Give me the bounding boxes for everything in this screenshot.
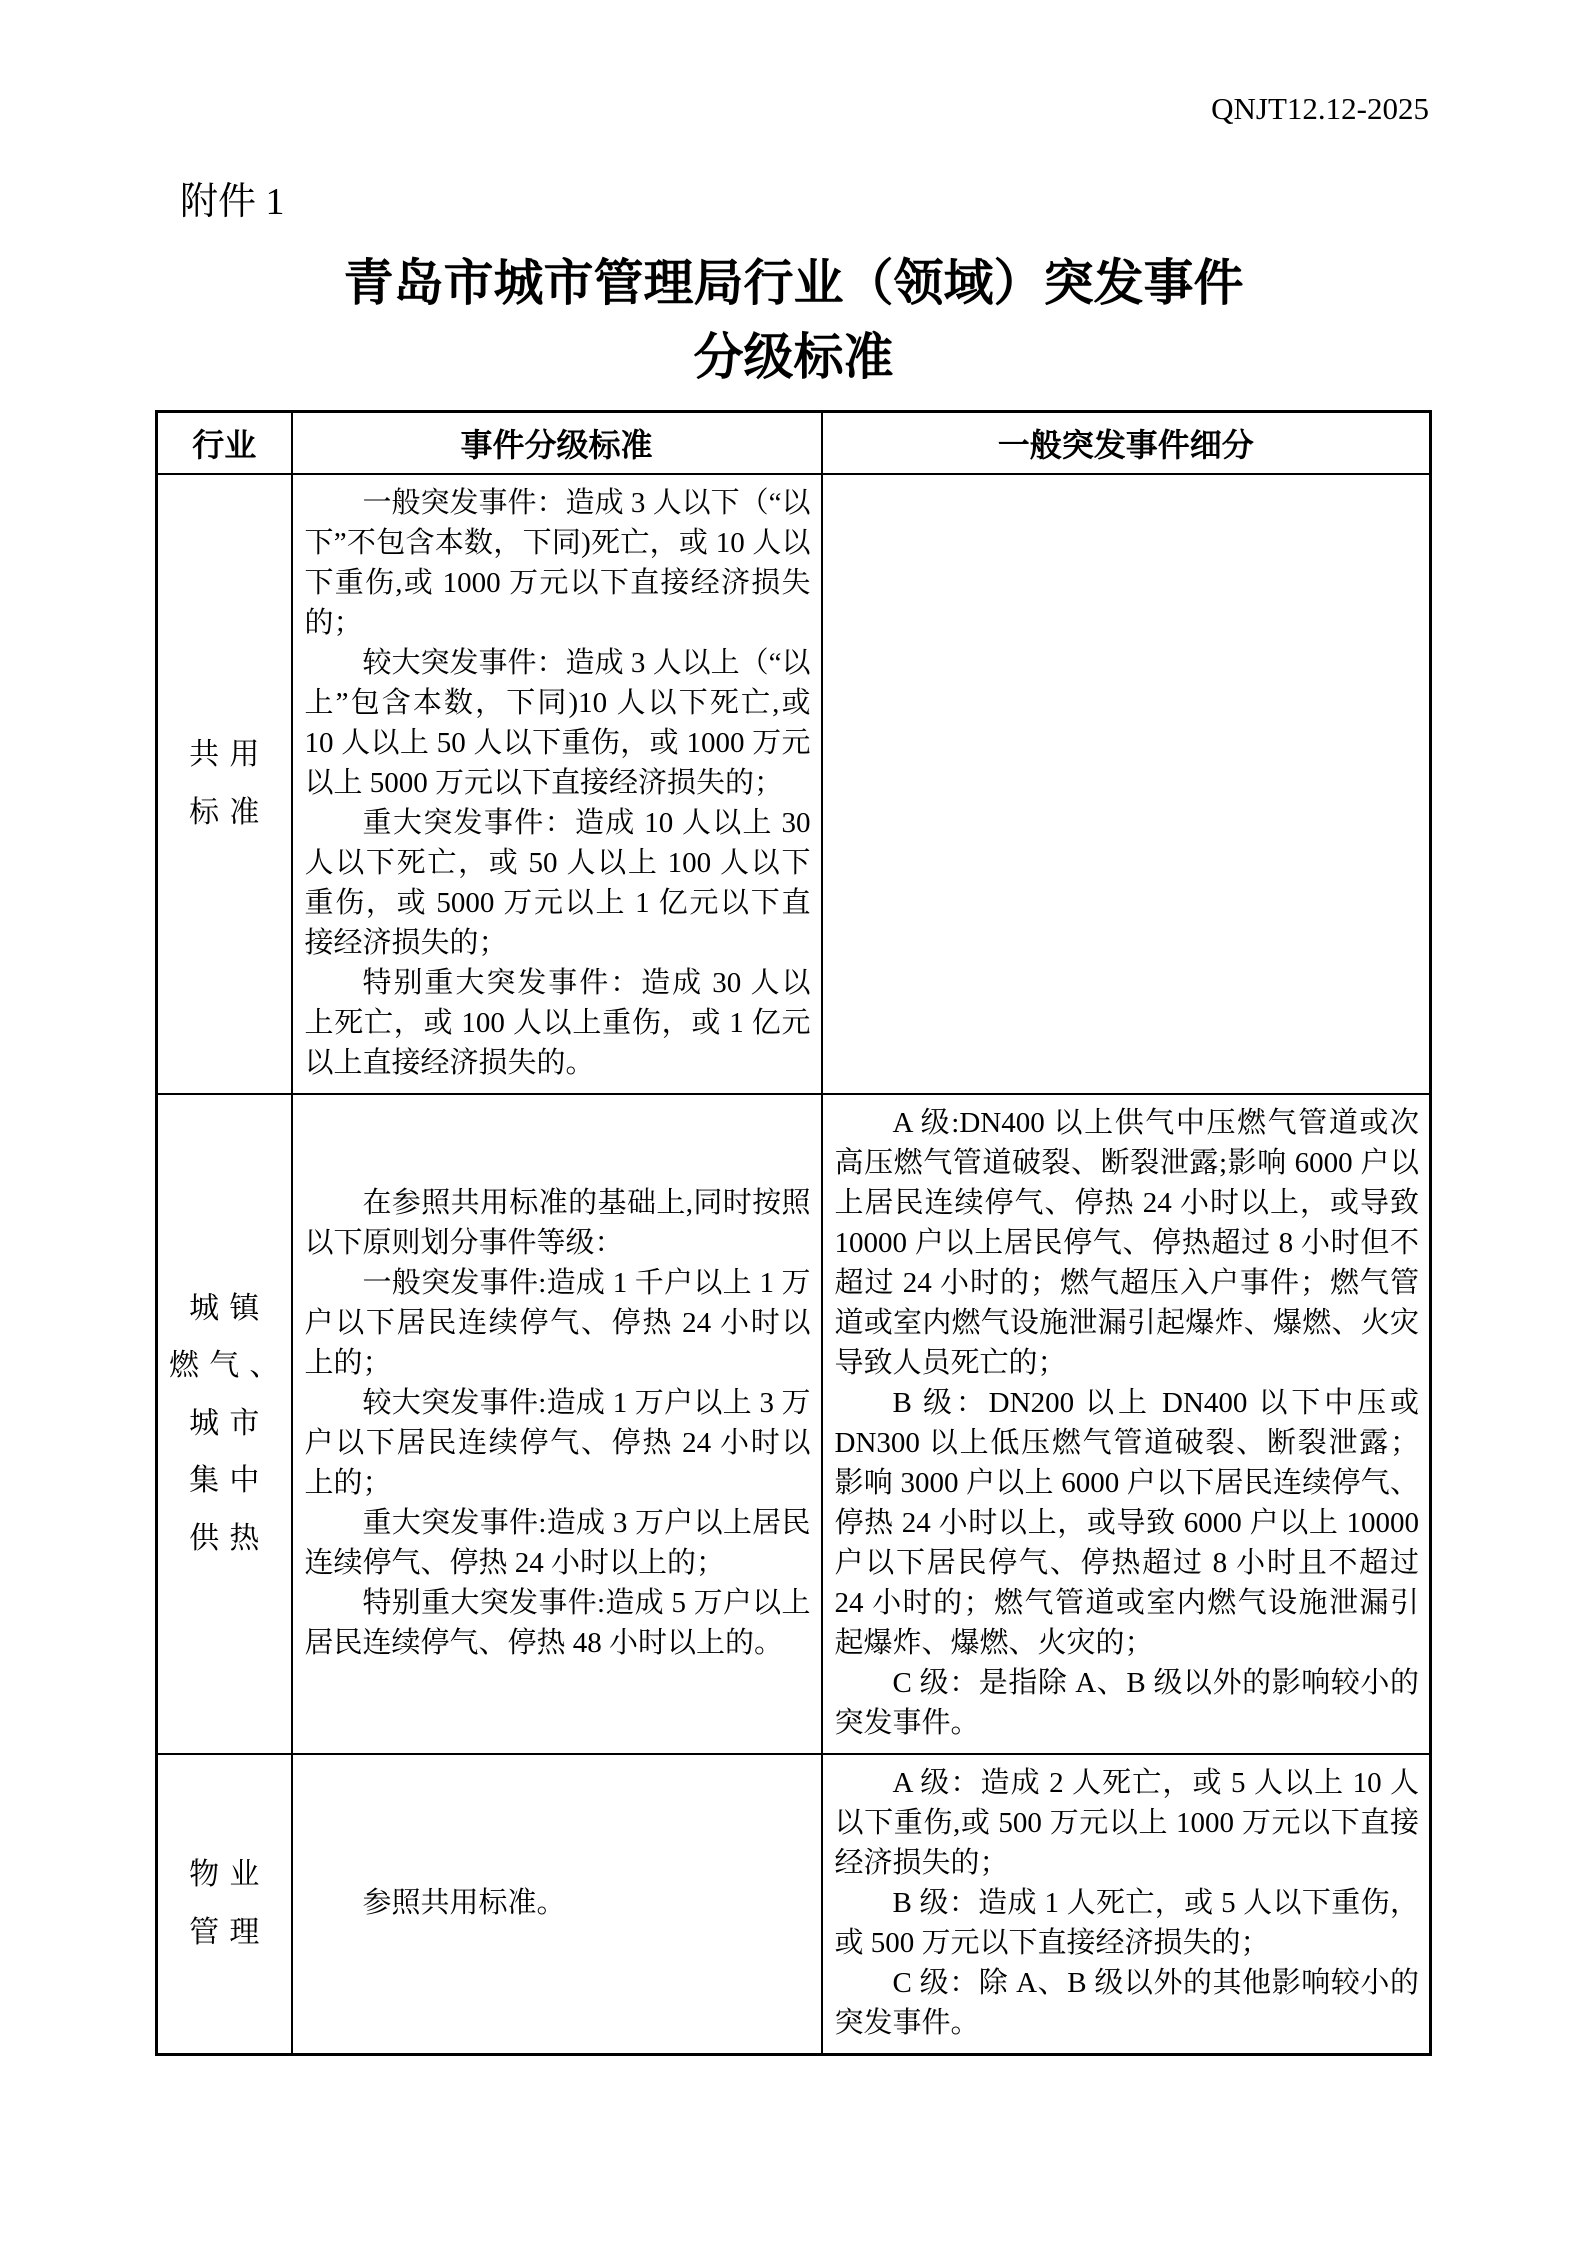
page-title-line2: 分级标准 [693, 328, 894, 385]
subdivision-cell-gas-heating [822, 1094, 1431, 1754]
standards-paragraph: 一般突发事件:造成 1 千户以上 1 万户以下居民连续停气、停热 24 小时以上的； [304, 1266, 811, 1379]
standards-paragraph: 特别重大突发事件:造成 5 万户以上居民连续停气、停热 48 小时以上的。 [304, 1586, 811, 1659]
industry-cell-gas-heating [157, 1094, 292, 1754]
standards-cell-property-management [292, 1754, 822, 2055]
standards-paragraph: 较大突发事件：造成 3 人以上（“以上”包含本数，下同)10 人以下死亡,或 10 人以上 50 人以下重伤，或 1000 万元以上 5000 万元以下直接经济损失的； [304, 646, 811, 799]
standards-paragraph: 较大突发事件:造成 1 万户以上 3 万户以下居民连续停气、停热 24 小时以上的； [304, 1386, 811, 1499]
table-row-common-standard [157, 474, 1431, 1094]
header-row [157, 411, 1431, 474]
industry-line: 共用 [189, 738, 270, 772]
attachment-label: 附件 1 [180, 181, 285, 224]
subdivision-paragraph: A 级:DN400 以上供气中压燃气管道或次高压燃气管道破裂、断裂泄露;影响 6000 户以上居民连续停气、停热 24 小时以上，或导致 10000 户以上居民停气、停热超过 8 小时但不超过 24 小时的；燃气超压入户事件；燃气管道或室内燃气设施泄漏引起爆炸、爆燃、火灾导致人员死亡的； [834, 1106, 1419, 1379]
standards-cell-common-standard [292, 474, 822, 1094]
subdivision-paragraph: C 级：除 A、B 级以外的其他影响较小的突发事件。 [834, 1966, 1419, 2039]
standards-paragraph: 一般突发事件：造成 3 人以下（“以下”不包含本数，下同)死亡，或 10 人以下重伤,或 1000 万元以下直接经济损失的； [304, 486, 811, 639]
industry-line: 物业 [189, 1858, 270, 1892]
industry-line: 燃气、 [169, 1349, 290, 1383]
standards-paragraph: 参照共用标准。 [362, 1886, 566, 1919]
subdivision-cell-common-standard [822, 474, 1431, 1094]
standards-paragraph: 重大突发事件:造成 3 万户以上居民连续停气、停热 24 小时以上的； [304, 1506, 811, 1579]
header-industry: 行业 [157, 411, 292, 474]
standards-paragraph: 在参照共用标准的基础上,同时按照以下原则划分事件等级： [304, 1186, 811, 1259]
industry-line: 集中 [189, 1464, 270, 1498]
industry-line: 标准 [189, 795, 270, 829]
subdivision-paragraph: A 级：造成 2 人死亡，或 5 人以上 10 人以下重伤,或 500 万元以上 1000 万元以下直接经济损失的； [834, 1766, 1419, 1879]
document-number: QNJT12.12-2025 [1211, 91, 1429, 126]
standards-paragraph: 特别重大突发事件：造成 30 人以上死亡，或 100 人以上重伤，或 1 亿元以上直接经济损失的。 [304, 966, 811, 1079]
page-title [0, 246, 1587, 394]
subdivision-paragraph: B 级：DN200 以上 DN400 以下中压或 DN300 以上低压燃气管道破裂、断裂泄露；影响 3000 户以上 6000 户以下居民连续停气、停热 24 小时以上，或导致 6000 户以上 10000 户以下居民停气、停热超过 8 小时且不超过 24 小时的；燃气管道或室内燃气设施泄漏引起爆炸、爆燃、火灾的； [834, 1386, 1419, 1659]
subdivision-cell-property-management [822, 1754, 1431, 2055]
page-title-line1: 青岛市城市管理局行业（领域）突发事件 [343, 254, 1244, 311]
header-grading-standard: 事件分级标准 [292, 411, 822, 474]
header-general-subdivision: 一般突发事件细分 [822, 411, 1431, 474]
standards-paragraph: 重大突发事件：造成 10 人以上 30 人以下死亡，或 50 人以上 100 人以下重伤，或 5000 万元以上 1 亿元以下直接经济损失的； [304, 806, 811, 959]
industry-line: 城市 [189, 1406, 270, 1440]
subdivision-paragraph: B 级：造成 1 人死亡，或 5 人以下重伤，或 500 万元以下直接经济损失的； [834, 1886, 1419, 1959]
industry-line: 城镇 [189, 1291, 270, 1325]
table-row-property-management [157, 1754, 1431, 2055]
industry-line: 管理 [189, 1915, 270, 1949]
industry-cell-common-standard [157, 474, 292, 1094]
industry-line: 供热 [189, 1522, 270, 1556]
subdivision-paragraph: C 级：是指除 A、B 级以外的影响较小的突发事件。 [834, 1666, 1419, 1739]
standards-cell-gas-heating [292, 1094, 822, 1754]
industry-cell-property-management [157, 1754, 292, 2055]
table-row-gas-heating [157, 1094, 1431, 1754]
classification-table [155, 410, 1432, 2056]
